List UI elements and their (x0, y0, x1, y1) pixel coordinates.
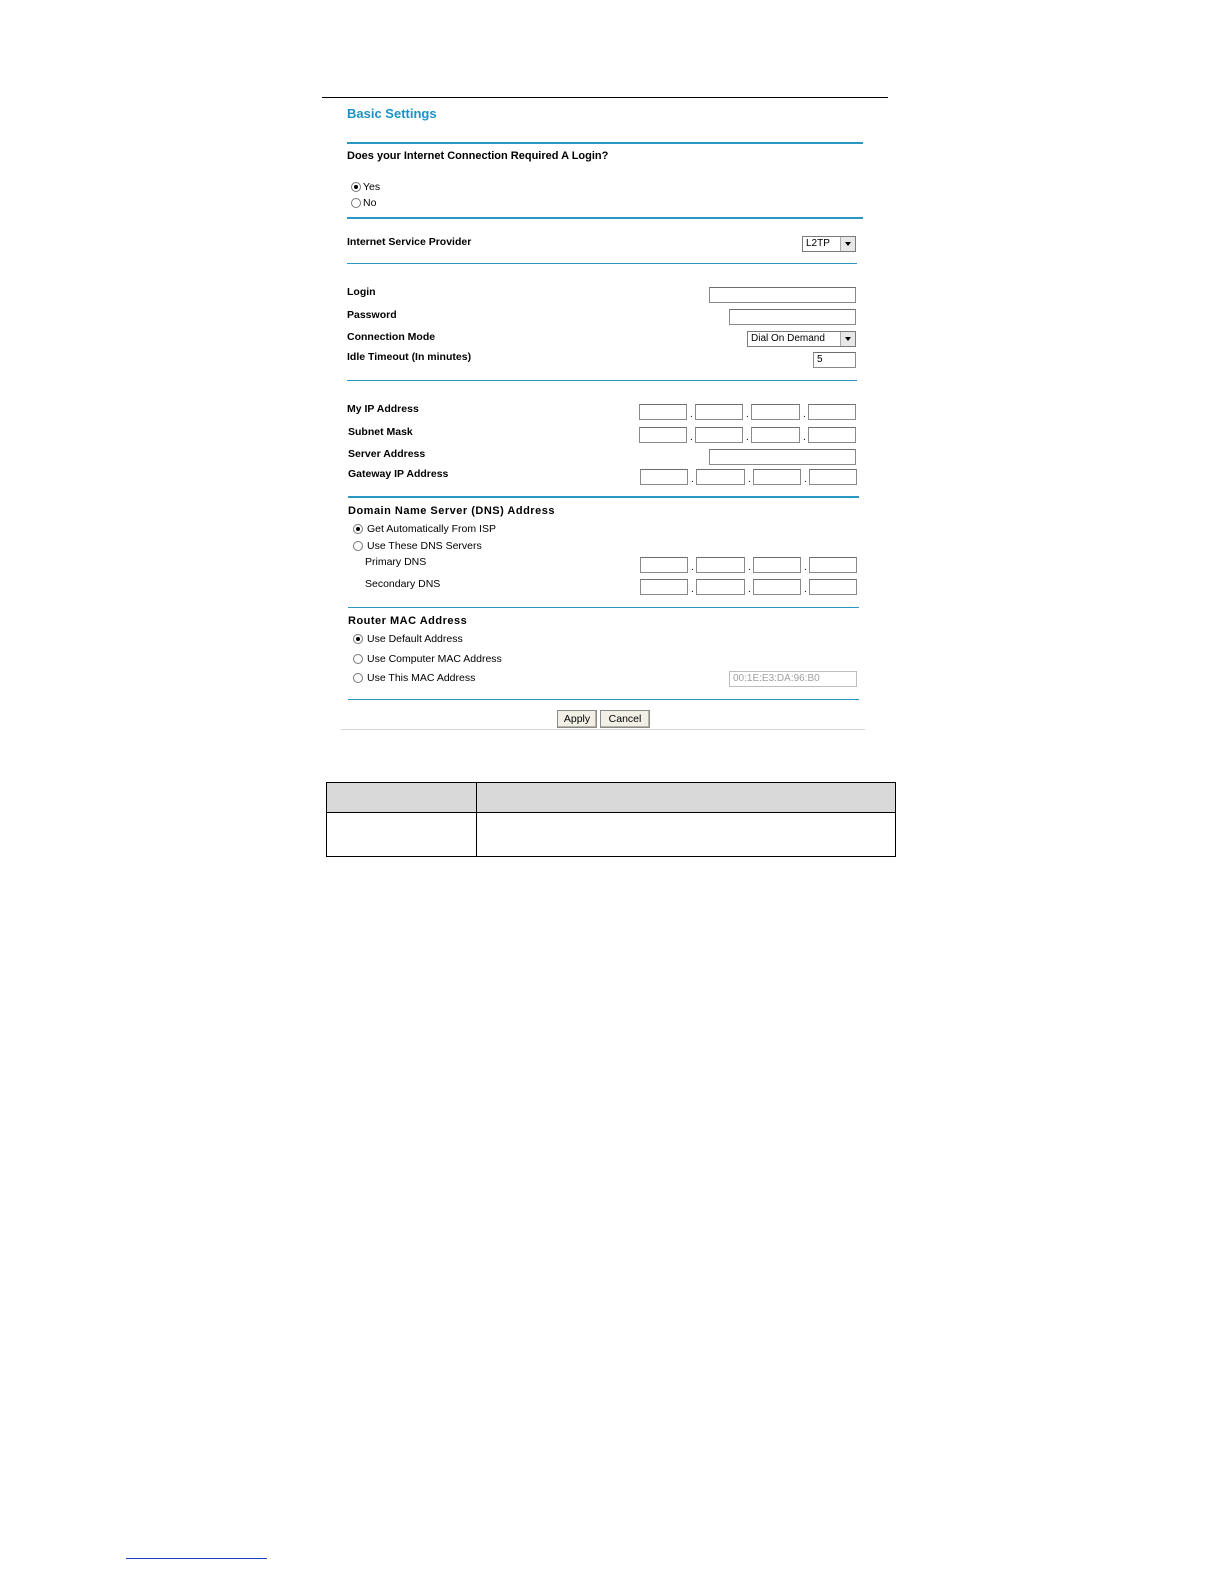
idle-timeout-label: Idle Timeout (In minutes) (347, 351, 472, 363)
footer-link-underline (126, 1558, 267, 1559)
primary-dns-label: Primary DNS (365, 556, 427, 568)
ip-separator: . (691, 562, 694, 573)
section-divider (347, 217, 863, 219)
section-divider (347, 263, 857, 264)
chevron-down-icon (840, 237, 855, 251)
secondary-dns-label: Secondary DNS (365, 578, 441, 590)
secondary-dns-octet-3[interactable] (753, 579, 801, 595)
chevron-down-icon (840, 332, 855, 346)
secondary-dns-octet-4[interactable] (809, 579, 857, 595)
secondary-dns-octet-1[interactable] (640, 579, 688, 595)
ip-separator: . (803, 432, 806, 443)
table-row (327, 813, 896, 857)
dns-auto-radio[interactable] (353, 524, 363, 534)
ip-separator: . (748, 584, 751, 595)
my-ip-label: My IP Address (347, 403, 419, 415)
mac-custom-radio[interactable] (353, 673, 363, 683)
mac-computer-label: Use Computer MAC Address (367, 653, 502, 665)
section-divider (348, 496, 859, 498)
table-cell (477, 813, 896, 857)
table-header-row (327, 783, 896, 813)
subnet-mask-label: Subnet Mask (348, 426, 413, 438)
ip-separator: . (804, 474, 807, 485)
connection-mode-value: Dial On Demand (751, 333, 825, 344)
ip-separator: . (803, 409, 806, 420)
idle-timeout-input[interactable]: 5 (813, 352, 856, 368)
gateway-octet-1[interactable] (640, 469, 688, 485)
my-ip-octet-4[interactable] (808, 404, 856, 420)
server-address-input[interactable] (709, 449, 856, 465)
dns-manual-radio[interactable] (353, 541, 363, 551)
gateway-octet-4[interactable] (809, 469, 857, 485)
primary-dns-octet-3[interactable] (753, 557, 801, 573)
my-ip-octet-3[interactable] (751, 404, 800, 420)
isp-select-value: L2TP (806, 238, 830, 249)
ip-separator: . (746, 432, 749, 443)
login-input[interactable] (709, 287, 856, 303)
ip-separator: . (748, 562, 751, 573)
section-divider (347, 380, 857, 381)
mac-heading: Router MAC Address (348, 615, 468, 627)
mac-computer-radio[interactable] (353, 654, 363, 664)
connection-mode-label: Connection Mode (347, 331, 436, 343)
dns-auto-label: Get Automatically From ISP (367, 523, 496, 535)
table-cell (327, 813, 477, 857)
ip-separator: . (746, 409, 749, 420)
gateway-octet-3[interactable] (753, 469, 801, 485)
login-no-label: No (363, 197, 377, 209)
server-address-label: Server Address (348, 448, 426, 460)
mac-default-label: Use Default Address (367, 633, 463, 645)
ip-separator: . (804, 584, 807, 595)
dns-heading: Domain Name Server (DNS) Address (348, 505, 555, 517)
table-header-cell (477, 783, 896, 813)
subnet-octet-3[interactable] (751, 427, 800, 443)
primary-dns-octet-2[interactable] (696, 557, 745, 573)
section-divider (347, 142, 863, 144)
password-field-label: Password (347, 309, 397, 321)
page-top-rule (322, 97, 888, 98)
my-ip-octet-2[interactable] (695, 404, 743, 420)
ip-separator: . (690, 432, 693, 443)
ip-separator: . (804, 562, 807, 573)
primary-dns-octet-4[interactable] (809, 557, 857, 573)
mac-default-radio[interactable] (353, 634, 363, 644)
connection-mode-select[interactable] (747, 331, 856, 347)
table-header-cell (327, 783, 477, 813)
primary-dns-octet-1[interactable] (640, 557, 688, 573)
ip-separator: . (748, 474, 751, 485)
cancel-button[interactable]: Cancel (600, 710, 650, 728)
mac-address-input[interactable]: 00:1E:E3:DA:96:B0 (729, 671, 857, 687)
mac-custom-label: Use This MAC Address (367, 672, 476, 684)
ip-separator: . (690, 409, 693, 420)
subnet-octet-4[interactable] (808, 427, 856, 443)
login-field-label: Login (347, 286, 376, 298)
isp-select[interactable] (802, 236, 856, 252)
password-input[interactable] (729, 309, 856, 325)
subnet-octet-2[interactable] (695, 427, 743, 443)
dns-manual-label: Use These DNS Servers (367, 540, 482, 552)
description-table (326, 782, 896, 857)
panel-bottom-border (341, 726, 865, 730)
login-no-radio[interactable] (351, 198, 361, 208)
apply-button[interactable]: Apply (557, 710, 597, 728)
gateway-ip-label: Gateway IP Address (348, 468, 449, 480)
ip-separator: . (691, 474, 694, 485)
ip-separator: . (691, 584, 694, 595)
page-title: Basic Settings (347, 106, 437, 121)
section-divider (348, 607, 859, 608)
login-yes-label: Yes (363, 181, 381, 193)
isp-label: Internet Service Provider (347, 236, 472, 248)
section-divider (348, 699, 859, 700)
secondary-dns-octet-2[interactable] (696, 579, 745, 595)
my-ip-octet-1[interactable] (639, 404, 687, 420)
subnet-octet-1[interactable] (639, 427, 687, 443)
gateway-octet-2[interactable] (696, 469, 745, 485)
login-yes-radio[interactable] (351, 182, 361, 192)
login-required-question: Does your Internet Connection Required A Login? (347, 150, 609, 162)
